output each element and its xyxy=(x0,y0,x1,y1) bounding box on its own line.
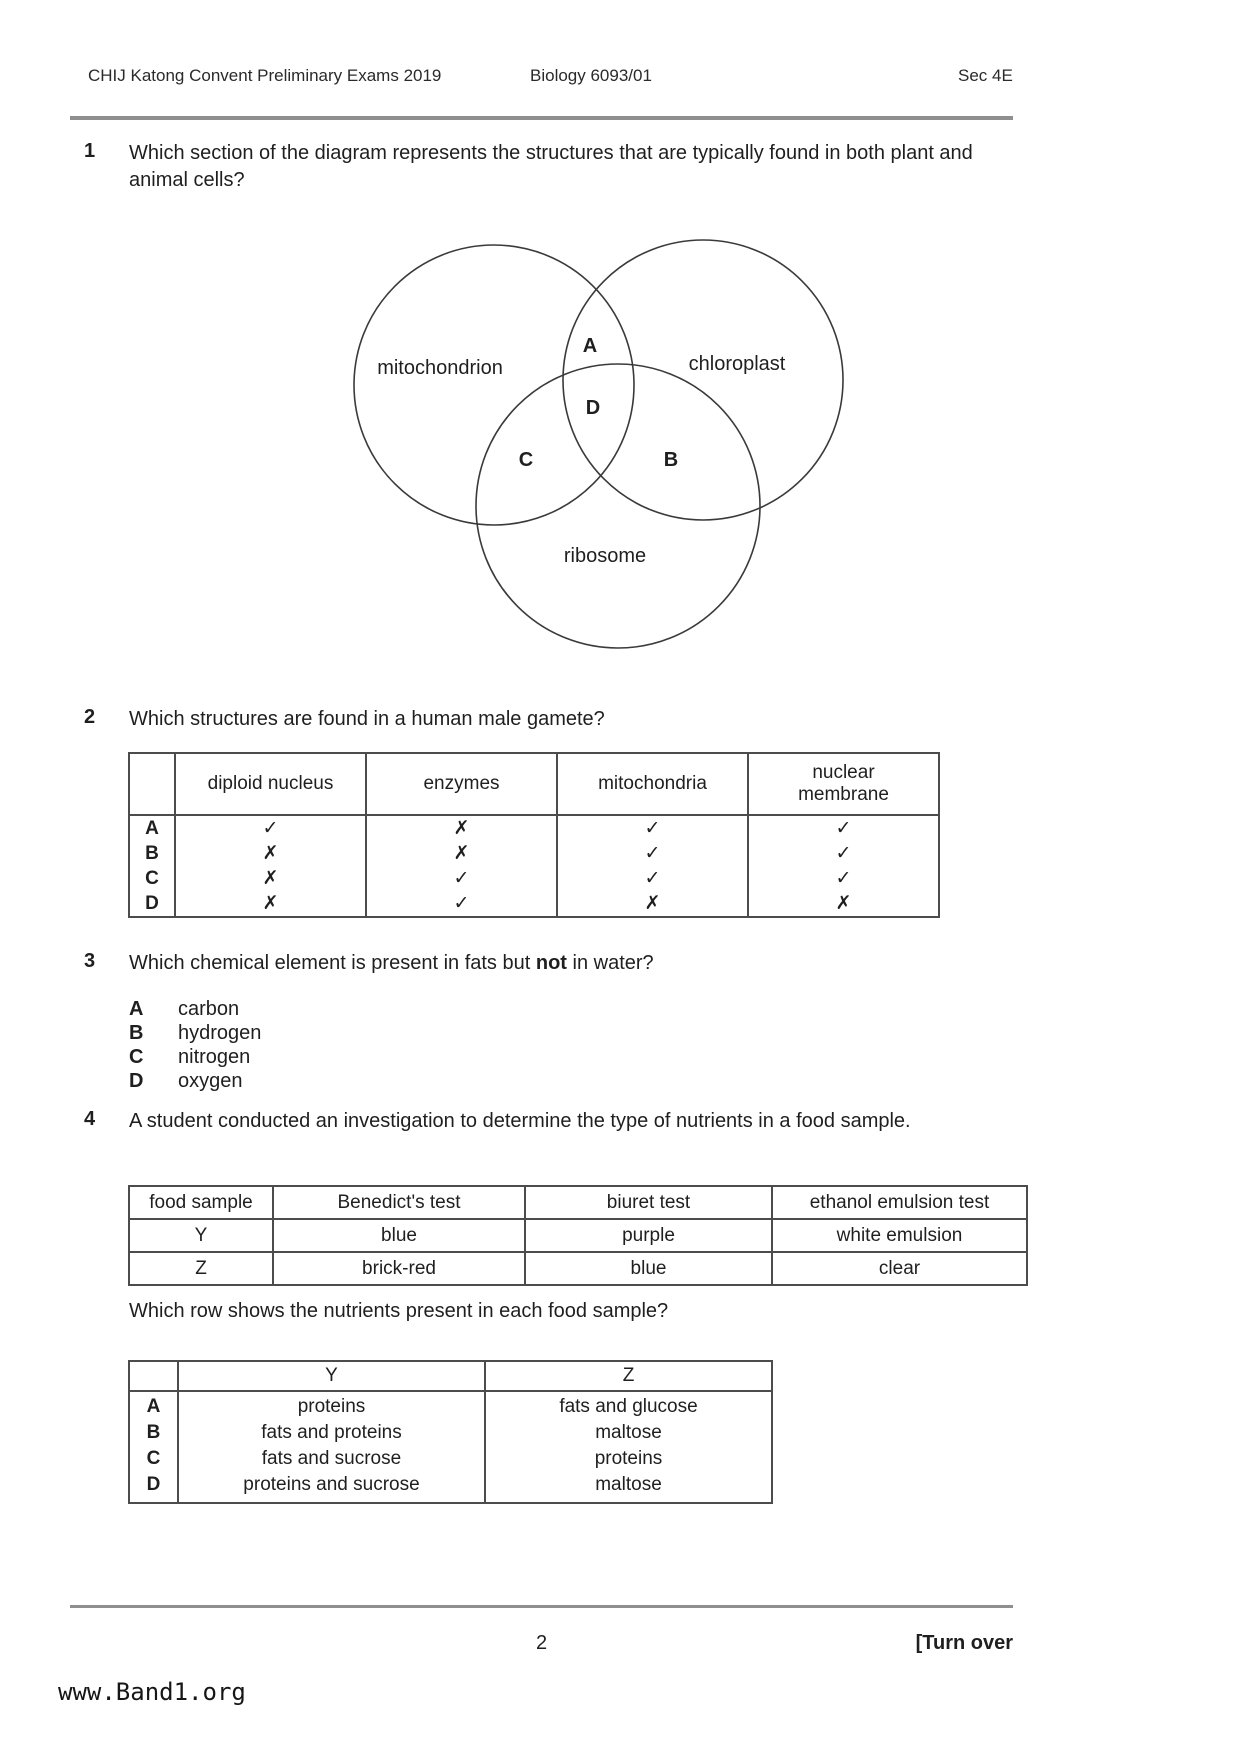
answer-cell: maltose xyxy=(595,1422,662,1443)
row-letter-cell xyxy=(129,1391,178,1503)
footer xyxy=(70,1632,1013,1660)
cell-ethanol: white emulsion xyxy=(772,1219,1027,1252)
option-letter: D xyxy=(129,1069,144,1092)
row-letter: A xyxy=(145,818,159,839)
question-4 xyxy=(84,1108,1029,1135)
ribosome-circle xyxy=(476,364,760,648)
row-letter: C xyxy=(145,868,159,889)
table-header-row xyxy=(129,1186,1027,1219)
class-label: Sec 4E xyxy=(958,66,1013,85)
mitochondrion-label: mitochondrion xyxy=(377,357,503,379)
option-text: nitrogen xyxy=(178,1045,251,1068)
region-c-label: C xyxy=(518,449,534,471)
option-text: hydrogen xyxy=(178,1021,262,1044)
mark-column-diploid-nucleus xyxy=(175,815,366,917)
option-text: oxygen xyxy=(178,1069,243,1092)
venn-diagram xyxy=(300,200,860,655)
question-text xyxy=(129,950,654,977)
header-cell xyxy=(557,753,748,815)
header-label: mitochondria xyxy=(598,773,707,794)
answer-cell: fats and sucrose xyxy=(261,1448,402,1469)
question-2 xyxy=(84,706,605,733)
turn-over-label: [Turn over xyxy=(915,1632,1013,1654)
ribosome-label: ribosome xyxy=(563,545,647,567)
question-text: A student conducted an investigation to determine the type of nutrients in a food sample. xyxy=(129,1110,911,1132)
table-body-row xyxy=(129,815,939,917)
chloroplast-circle xyxy=(563,240,843,520)
mark-column-nuclear-membrane xyxy=(748,815,939,917)
cell-benedict: blue xyxy=(273,1219,525,1252)
mark: ✗ xyxy=(835,893,852,914)
mark: ✓ xyxy=(835,868,852,889)
mark-column-enzymes xyxy=(366,815,557,917)
option-text: carbon xyxy=(178,997,240,1020)
q3-options xyxy=(129,997,261,1093)
option-letter: B xyxy=(129,1021,144,1044)
answer-column-y xyxy=(178,1391,485,1503)
mark: ✗ xyxy=(262,893,279,914)
question-text-bold: not xyxy=(535,952,567,974)
footer-divider xyxy=(70,1605,1013,1608)
option-b xyxy=(129,1021,261,1045)
cell-sample: Y xyxy=(129,1219,273,1252)
q2-structures-table xyxy=(128,752,940,918)
q4-answer-table xyxy=(128,1360,773,1504)
question-number: 4 xyxy=(84,1108,96,1130)
header-divider xyxy=(70,116,1013,120)
mark: ✓ xyxy=(644,843,661,864)
question-number: 2 xyxy=(84,706,96,728)
cell-sample: Z xyxy=(129,1252,273,1285)
row-letter: D xyxy=(146,1474,161,1495)
option-a xyxy=(129,997,261,1021)
mark: ✗ xyxy=(262,868,279,889)
table-row xyxy=(129,1219,1027,1252)
answer-cell: fats and glucose xyxy=(559,1396,698,1417)
header-cell-empty xyxy=(129,1361,178,1391)
header-cell-empty xyxy=(129,753,175,815)
header-cell: food sample xyxy=(129,1186,273,1219)
mark: ✓ xyxy=(835,818,852,839)
row-letter: A xyxy=(146,1396,161,1417)
cell-benedict: brick-red xyxy=(273,1252,525,1285)
subject-title: Biology 6093/01 xyxy=(530,66,652,85)
mark: ✓ xyxy=(644,868,661,889)
header-cell xyxy=(366,753,557,815)
mark: ✓ xyxy=(453,868,470,889)
header-cell xyxy=(748,753,939,815)
mark: ✓ xyxy=(835,843,852,864)
answer-column-z xyxy=(485,1391,772,1503)
option-c xyxy=(129,1045,261,1069)
question-3 xyxy=(84,950,654,977)
q4-results-table xyxy=(128,1185,1028,1286)
table-row xyxy=(129,1252,1027,1285)
row-letter: B xyxy=(146,1422,161,1443)
header-cell: Y xyxy=(178,1361,485,1391)
cell-biuret: purple xyxy=(525,1219,772,1252)
page-number: 2 xyxy=(535,1632,548,1654)
row-letter-cell xyxy=(129,815,175,917)
mark: ✓ xyxy=(453,893,470,914)
table-header-row xyxy=(129,753,939,815)
header-cell: Z xyxy=(485,1361,772,1391)
option-d xyxy=(129,1069,261,1093)
mitochondrion-circle xyxy=(354,245,634,525)
answer-cell: proteins xyxy=(297,1396,366,1417)
question-1 xyxy=(84,140,1024,194)
question-text-part: in water? xyxy=(566,952,654,974)
header-label: enzymes xyxy=(423,773,500,794)
table-header-row xyxy=(129,1361,772,1391)
region-d-label: D xyxy=(585,397,601,419)
option-letter: A xyxy=(129,997,144,1020)
mark: ✓ xyxy=(262,818,279,839)
cell-ethanol: clear xyxy=(772,1252,1027,1285)
question-number: 1 xyxy=(84,140,96,162)
header-cell: biuret test xyxy=(525,1186,772,1219)
mark: ✗ xyxy=(262,843,279,864)
row-letter: D xyxy=(145,893,159,914)
header-label: nuclear membrane xyxy=(798,762,889,805)
cell-biuret: blue xyxy=(525,1252,772,1285)
header-label: diploid nucleus xyxy=(207,773,334,794)
mark: ✗ xyxy=(644,893,661,914)
header-cell: ethanol emulsion test xyxy=(772,1186,1027,1219)
mark: ✗ xyxy=(453,818,470,839)
answer-cell: proteins and sucrose xyxy=(243,1474,420,1495)
watermark-url: www.Band1.org xyxy=(58,1678,246,1706)
header-cell xyxy=(175,753,366,815)
question-text-part: Which chemical element is present in fats but xyxy=(129,952,536,974)
header-cell: Benedict's test xyxy=(273,1186,525,1219)
exam-title: CHIJ Katong Convent Preliminary Exams 2019 xyxy=(88,66,442,85)
question-text: Which structures are found in a human male gamete? xyxy=(129,708,605,730)
q4-sub-question: Which row shows the nutrients present in each food sample? xyxy=(129,1300,669,1322)
region-b-label: B xyxy=(663,449,679,471)
chloroplast-label: chloroplast xyxy=(688,353,786,375)
answer-cell: fats and proteins xyxy=(261,1422,402,1443)
mark: ✓ xyxy=(644,818,661,839)
question-number: 3 xyxy=(84,950,96,972)
answer-cell: maltose xyxy=(595,1474,662,1495)
option-letter: C xyxy=(129,1045,144,1068)
table-body-row xyxy=(129,1391,772,1503)
row-letter: C xyxy=(146,1448,161,1469)
mark: ✗ xyxy=(453,843,470,864)
answer-cell: proteins xyxy=(594,1448,663,1469)
question-text: Which section of the diagram represents the structures that are typically found in both plant and animal cells? xyxy=(129,142,973,191)
row-letter: B xyxy=(145,843,159,864)
region-a-label: A xyxy=(582,335,598,357)
mark-column-mitochondria xyxy=(557,815,748,917)
